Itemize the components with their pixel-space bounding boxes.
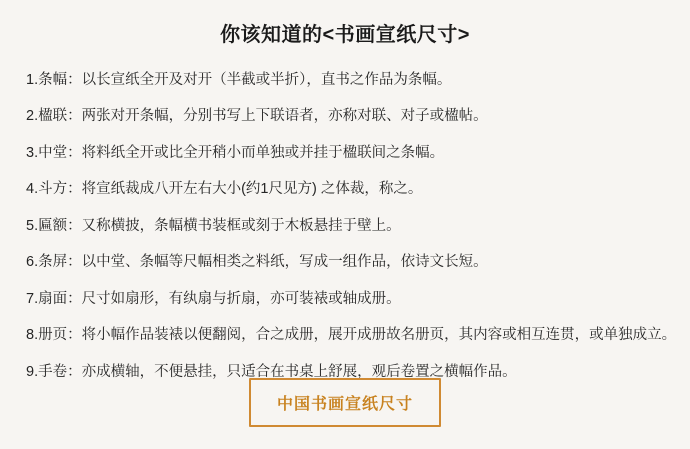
list-item-text: 又称横披，条幅横书装框或刻于木板悬挂于壁上。 — [81, 217, 401, 234]
footer — [0, 378, 690, 427]
footer-badge: 中国书画宣纸尺寸 — [249, 378, 441, 427]
list-item-index: 5. — [26, 217, 39, 234]
list-item — [26, 324, 677, 346]
list-item — [26, 142, 664, 164]
list-item-term: 扇面： — [38, 290, 82, 307]
definition-list — [0, 51, 690, 383]
list-item — [26, 178, 664, 200]
list-item — [26, 251, 664, 273]
list-item-index: 2. — [26, 108, 39, 125]
list-item — [26, 288, 664, 310]
list-item-term: 手卷： — [38, 363, 82, 380]
list-item — [26, 69, 664, 91]
list-item-text: 以长宣纸全开及对开（半截或半折），直书之作品为条幅。 — [81, 72, 452, 88]
list-item — [26, 105, 664, 127]
list-item-text: 将料纸全开或比全开稍小而单独或并挂于楹联间之条幅。 — [81, 144, 445, 161]
list-item-text: 两张对开条幅，分别书写上下联语者，亦称对联、对子或楹帖。 — [81, 108, 488, 125]
list-item-term: 条屏： — [38, 254, 82, 271]
page-title: 你该知道的<书画宣纸尺寸> — [220, 24, 470, 46]
list-item-index: 1. — [26, 72, 39, 88]
list-item-term: 匾额： — [38, 217, 82, 234]
list-item-term: 中堂： — [38, 144, 82, 161]
list-item-index: 6. — [26, 254, 39, 271]
list-item-term: 楹联： — [38, 108, 82, 125]
list-item-index: 7. — [26, 290, 39, 307]
list-item-index: 4. — [26, 181, 39, 198]
list-item-text: 亦成横轴，不便悬挂，只适合在书桌上舒展，观后卷置之横幅作品。 — [81, 363, 517, 380]
list-item-text: 将小幅作品装裱以便翻阅，合之成册，展开成册故名册页，其内容或相互连贯，或单独成立。 — [81, 327, 677, 344]
list-item-text: 以中堂、条幅等尺幅相类之料纸，写成一组作品，依诗文长短。 — [81, 254, 488, 271]
list-item-index: 9. — [26, 363, 39, 380]
list-item-text: 尺寸如扇形，有纨扇与折扇，亦可装裱或轴成册。 — [81, 290, 401, 307]
list-item-index: 8. — [26, 327, 39, 344]
list-item-term: 册页： — [38, 327, 82, 344]
list-item-text: 将宣纸裁成八开左右大小(约1尺见方) 之体裁，称之。 — [81, 181, 423, 198]
list-item — [26, 215, 664, 237]
list-item-term: 条幅： — [38, 72, 82, 88]
list-item-term: 斗方： — [38, 181, 82, 198]
list-item-index: 3. — [26, 144, 39, 161]
